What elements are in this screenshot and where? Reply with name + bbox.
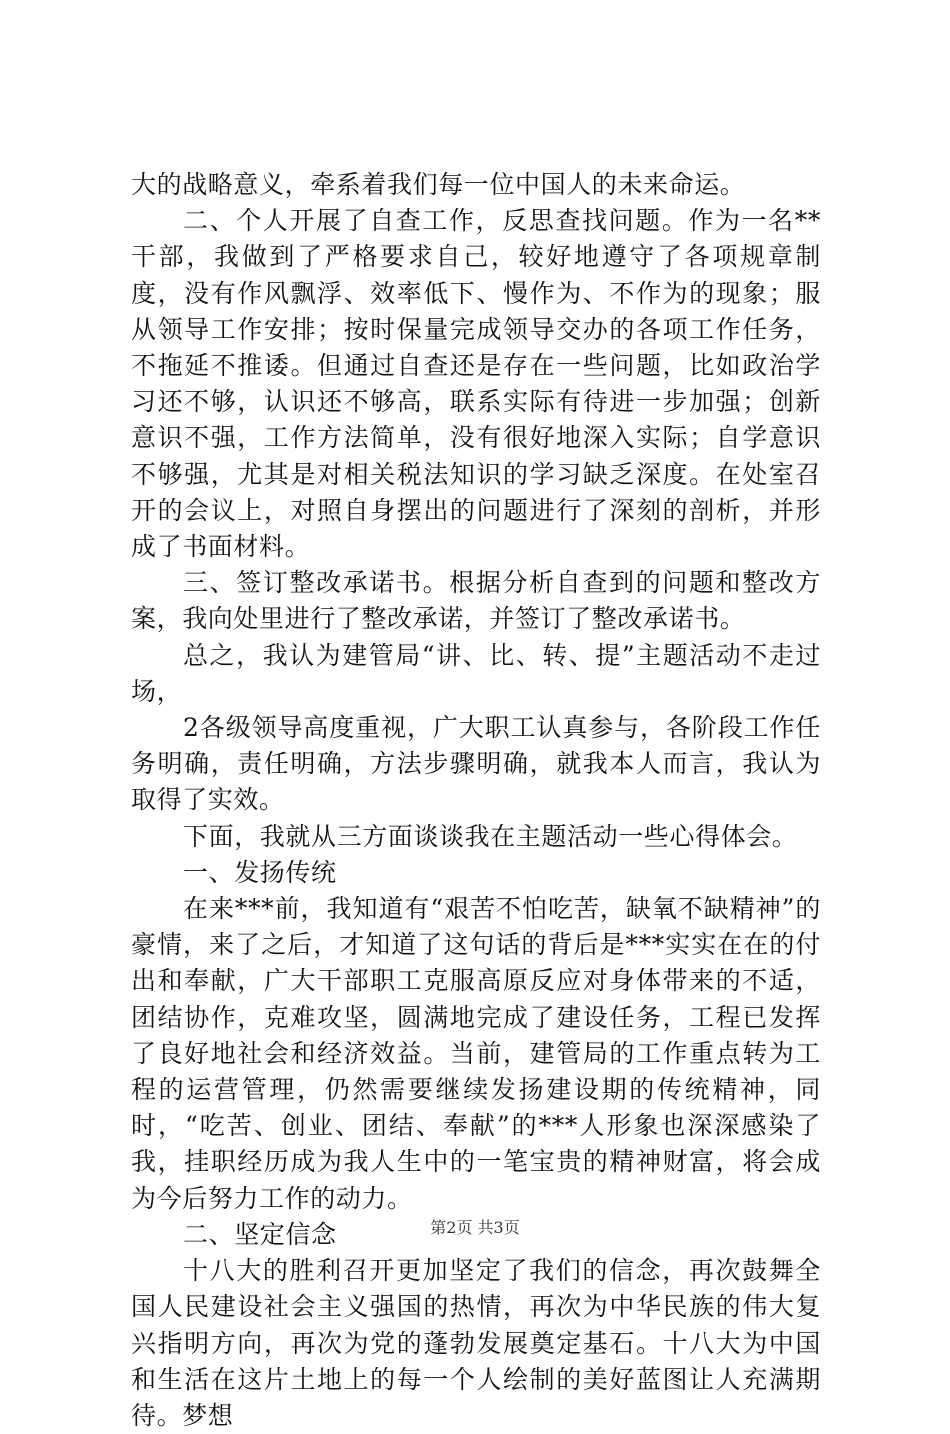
page-footer: 第2页 共3页 <box>430 1218 520 1237</box>
section-heading-2: 二、坚定信念 <box>183 1219 337 1249</box>
paragraph-8: 十八大的胜利召开更加坚定了我们的信念，再次鼓舞全国人民建设社会主义强国的热情，再次为中华民族的伟大复兴指明方向，再次为党的蓬勃发展奠定基石。十八大为中国和生活在这片土地上的每一个人绘制的美好蓝图让人充满期待。梦想 <box>131 1256 821 1430</box>
paragraph-7: 在来***前，我知道有“艰苦不怕吃苦，缺氧不缺精神”的豪情，来了之后，才知道了这句话的背后是***实实在在的付出和奉献，广大干部职工克服高原反应对身体带来的不适，团结协作，克难攻坚，圆满地完成了建设任务，工程已发挥了良好地社会和经济效益。当前，建管局的工作重点转为工程的运营管理，仍然需要继续发扬建设期的传统精神，同时，“吃苦、创业、团结、奉献”的***人形象也深深感染了我，挂职经历成为我人生中的一笔宝贵的精神财富，将会成为今后努力工作的动力。 <box>131 894 821 1213</box>
paragraph-1: 大的战略意义，牵系着我们每一位中国人的未来命运。 <box>131 170 746 199</box>
paragraph-3: 三、签订整改承诺书。根据分析自查到的问题和整改方案，我向处里进行了整改承诺，并签订了整改承诺书。 <box>131 568 821 634</box>
paragraph-6: 下面，我就从三方面谈谈我在主题活动一些心得体会。 <box>183 821 798 851</box>
section-heading-1: 一、发扬传统 <box>183 857 337 887</box>
paragraph-2: 二、个人开展了自查工作，反思查找问题。作为一名**干部，我做到了严格要求自己，较好地遵守了各项规章制度，没有作风飘浮、效率低下、慢作为、不作为的现象；服从领导工作安排；按时保量完成领导交办的各项工作任务，不拖延不推诿。但通过自查还是存在一些问题，比如政治学习还不够，认识还不够高，联系实际有待进一步加强；创新意识不强，工作方法简单，没有很好地深入实际；自学意识不够强，尤其是对相关税法知识的学习缺乏深度。在处室召开的会议上，对照自身摆出的问题进行了深刻的剖析，并形成了书面材料。 <box>131 206 821 562</box>
document-body <box>131 167 821 1434</box>
paragraph-4: 总之，我认为建管局“讲、比、转、提”主题活动不走过场， <box>131 640 821 706</box>
paragraph-5: 2各级领导高度重视，广大职工认真参与，各阶段工作任务明确，责任明确，方法步骤明确，就我本人而言，我认为取得了实效。 <box>131 713 821 815</box>
